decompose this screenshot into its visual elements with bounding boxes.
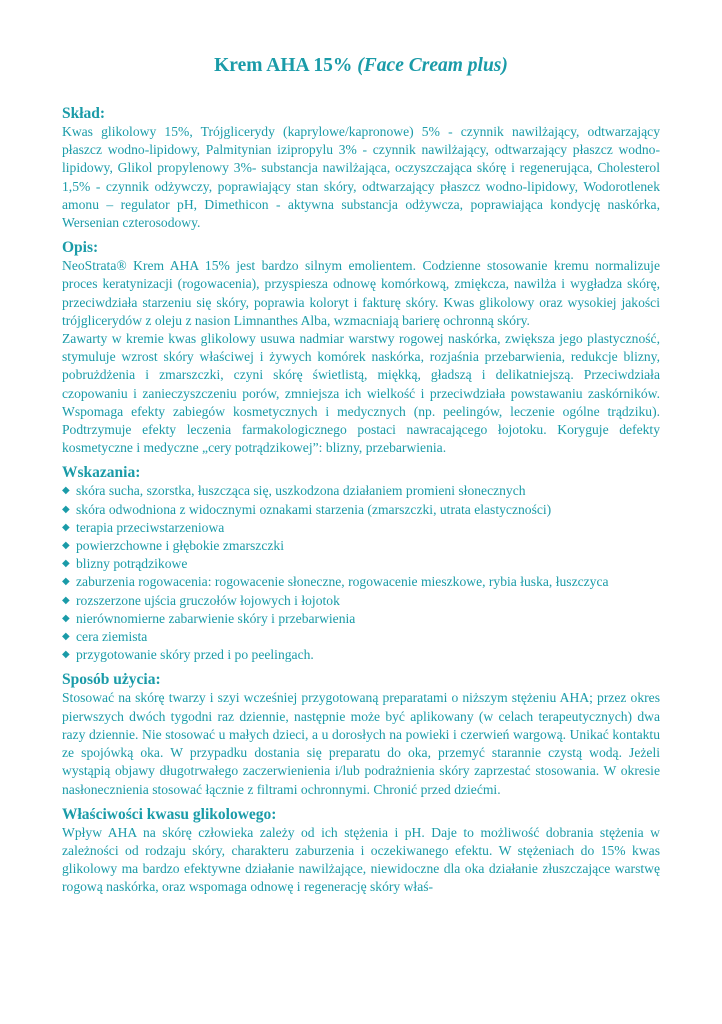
- section-wskazania: [62, 463, 660, 664]
- wskazania-list: [62, 482, 660, 664]
- list-item: ◆ blizny potrądzikowe: [62, 555, 660, 573]
- wlasciwosci-text: Wpływ AHA na skórę człowieka zależy od ich stężenia i pH. Daje to możliwość dobrania stężenia w zależności od rodzaju skóry, charakteru zaburzenia i oczekiwanego efektu. W stężeniach do 15% kwas glikolowy ma bardzo efektywne działanie nawilżające, niewidoczne dla oka działanie złuszczające warstwę rogową naskórka, oraz wspomaga odnowę i regenerację skóry właś-: [62, 824, 660, 895]
- opis-paragraph-2: Zawarty w kremie kwas glikolowy usuwa nadmiar warstwy rogowej naskórka, zwiększa jego plastyczność, stymuluje wzrost skóry właściwej i żywych komórek naskórka, rozjaśnia przebarwienia, redukcje blizny, pobrużdżenia i zmarszczki, czyni skórę świetlistą, miękką, gładszą i delikatniejszą. Przeciwdziała czopowaniu i zanieczyszczeniu porów, zmniejsza ich wielkość i przeciwdziała powstawaniu zaskórników. Wspomaga efekty zabiegów kosmetycznych i medycznych (np. peelingów, leczenie ogólne trądziku). Podtrzymuje efekty leczenia farmakologicznego postaci nawracającego łojotoku. Koryguje defekty kosmetyczne i medyczne „cery potrądzikowej”: blizny, przebarwienia.: [62, 331, 660, 456]
- section-opis: [62, 238, 660, 457]
- diamond-bullet-icon: ◆: [62, 612, 70, 624]
- list-item: ◆ terapia przeciwstarzeniowa: [62, 519, 660, 537]
- list-item: ◆ skóra sucha, szorstka, łuszcząca się, uszkodzona działaniem promieni słonecznych: [62, 482, 660, 500]
- page-title: [62, 54, 660, 78]
- section-heading-wlasciwosci: Właściwości kwasu glikolowego:: [62, 805, 277, 823]
- section-heading-wskazania: Wskazania:: [62, 464, 141, 482]
- list-item: ◆ nierównomierne zabarwienie skóry i przebarwienia: [62, 610, 660, 628]
- opis-paragraph-1: NeoStrata® Krem AHA 15% jest bardzo silnym emolientem. Codzienne stosowanie kremu normalizuje proces keratynizacji (rogowacenia), przyspiesza odnowę komórkową, zmiękcza, nawilża i wygładza skórę, przeciwdziała starzeniu się skóry, poprawia koloryt i fakturę skóry. Kwas glikolowy oraz wysokiej jakości trójglicerydów z oleju z nasion Limnanthes Alba, wzmacniają barierę ochronną skóry.: [62, 258, 660, 328]
- diamond-bullet-icon: ◆: [62, 594, 70, 606]
- list-item: ◆ cera ziemista: [62, 628, 660, 646]
- list-item: ◆ skóra odwodniona z widocznymi oznakami starzenia (zmarszczki, utrata elastyczności): [62, 501, 660, 519]
- diamond-bullet-icon: ◆: [62, 631, 70, 643]
- section-sposob-uzycia: [62, 670, 660, 798]
- diamond-bullet-icon: ◆: [62, 540, 70, 552]
- sklad-text: Kwas glikolowy 15%, Trójglicerydy (kaprylowe/kapronowe) 5% - czynnik nawilżający, odtwarzający płaszcz wodno-lipidowy, Palmitynian izipropylu 3% - czynnik nawilżający, odtwarzający płaszcz wodno-lipidowy, Glikol propylenowy 3%- substancja nawilżająca, oczyszczająca skórę i regenerująca, Cholesterol 1,5% - czynnik odżywczy, poprawiający stan skóry, odtwarzający płaszcz wodno-lipidowy, Wodorotlenek amonu – regulator pH, Dimethicon - aktywna substancja odżywcza, poprawiająca kondycję naskórka, Wersenian czterosodowy.: [62, 124, 660, 231]
- list-item: ◆ przygotowanie skóry przed i po peelingach.: [62, 646, 660, 664]
- diamond-bullet-icon: ◆: [62, 558, 70, 570]
- diamond-bullet-icon: ◆: [62, 576, 70, 588]
- section-sklad: [62, 104, 660, 232]
- section-heading-sposob-uzycia: Sposób użycia:: [62, 671, 161, 689]
- list-item: ◆ zaburzenia rogowacenia: rogowacenie słoneczne, rogowacenie mieszkowe, rybia łuska, łuszczyca: [62, 573, 660, 591]
- list-item: ◆ rozszerzone ujścia gruczołów łojowych i łojotok: [62, 592, 660, 610]
- sposob-uzycia-text: Stosować na skórę twarzy i szyi wcześniej przygotowaną preparatami o niższym stężeniu AHA; przez okres pierwszych dwóch tygodni raz dziennie, następnie może być aplikowany (w celach terapeutycznych) dwa razy dziennie. Nie stosować u małych dzieci, a u dorosłych na powieki i czerwień wargową. Unikać kontaktu ze spojówką oka. W przypadku dostania się preparatu do oka, przemyć starannie czystą wodą. Jeżeli wystąpią objawy długotrwałego zaczerwienienia i/lub podrażnienia skóry zaprzestać stosowania. W okresie nasłonecznienia stosować łącznie z filtrami ochronnymi. Chronić przed dziećmi.: [62, 690, 660, 797]
- section-heading-opis: Opis:: [62, 239, 99, 257]
- section-wlasciwosci: [62, 805, 660, 897]
- title-subtitle: (Face Cream plus): [357, 55, 508, 76]
- section-heading-sklad: Skład:: [62, 105, 106, 122]
- list-item: ◆ powierzchowne i głębokie zmarszczki: [62, 537, 660, 555]
- diamond-bullet-icon: ◆: [62, 485, 70, 497]
- diamond-bullet-icon: ◆: [62, 503, 70, 515]
- diamond-bullet-icon: ◆: [62, 649, 70, 661]
- title-main: Krem AHA 15%: [214, 55, 353, 76]
- diamond-bullet-icon: ◆: [62, 521, 70, 533]
